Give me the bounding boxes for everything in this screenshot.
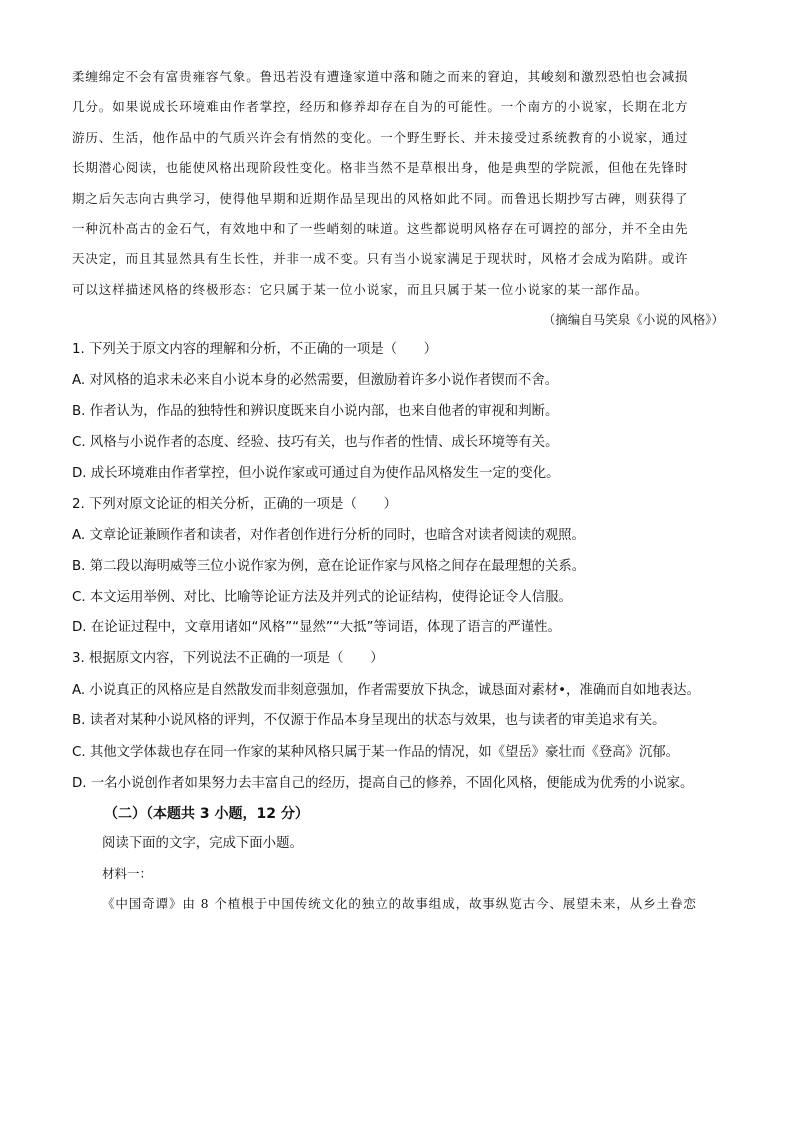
passage-line: 一种沉朴高古的金石气，有效地中和了一些峭刻的味道。这些都说明风格存在可调控的部分，并不全由先: [72, 221, 689, 237]
question-list: [72, 335, 724, 799]
option-b: B. 读者对某种小说风格的评判，不仅源于作品本身呈现出的状态与效果，也与读者的审美追求有关。: [72, 713, 666, 729]
option-a: A. 文章论证兼顾作者和读者，对作者创作进行分析的同时，也暗含对读者阅读的观照。: [72, 527, 585, 543]
option-d: D. 在论证过程中，文章用诸如“风格”“显然”“大抵”等词语，体现了语言的严谨性。: [72, 620, 561, 636]
passage-line: 游历、生活，他作品中的气质兴许会有悄然的变化。一个野生野长、并未接受过系统教育的小说家，通过: [72, 129, 689, 145]
passage-line: 期之后矢志向古典学习，使得他早期和近期作品呈现出的风格如此不同。而鲁迅长期抄写古碑，则获得了: [72, 190, 689, 206]
option-c: C. 风格与小说作者的态度、经验、技巧有关，也与作者的性情、成长环境等有关。: [72, 434, 559, 450]
question-2: [72, 490, 724, 645]
passage-line: 长期潜心阅读，也能使风格出现阶段性变化。格非当然不是草根出身，他是典型的学院派，但他在先锋时: [72, 160, 689, 176]
option-c: C. 本文运用举例、对比、比喻等论证方法及并列式的论证结构，使得论证令人信服。: [72, 589, 572, 605]
reading-passage: [72, 62, 724, 305]
section-instruction: 阅读下面的文字，完成下面小题。: [102, 836, 303, 852]
question-stem: 2. 下列对原文论证的相关分析，正确的一项是（ ）: [72, 496, 398, 512]
option-a: A. 小说真正的风格应是自然散发而非刻意强加，作者需要放下执念，诚恳面对素材•，准确而自如地表达。: [72, 683, 700, 699]
question-stem: 3. 根据原文内容，下列说法不正确的一项是（ ）: [72, 651, 384, 667]
passage-line: 柔缠绵定不会有富贵雍容气象。鲁迅若没有遭逢家道中落和随之而来的窘迫，其峻刻和激烈恐怕也会减损: [72, 69, 689, 84]
exam-page: [72, 62, 724, 919]
option-b: B. 作者认为，作品的独特性和辨识度既来自小说内部，也来自他者的审视和判断。: [72, 404, 559, 420]
option-a: A. 对风格的追求未必来自小说本身的必然需要，但激励着许多小说作者锲而不舍。: [72, 373, 559, 389]
option-c: C. 其他文学体裁也存在同一作家的某种风格只属于某一作品的情况，如《望岳》豪壮而《登高》沉郁。: [72, 745, 680, 761]
option-b: B. 第二段以海明威等三位小说作家为例，意在论证作家与风格之间存在最理想的关系。: [72, 558, 586, 574]
option-d: D. 成长环境难由作者掌控，但小说作家或可通过自为使作品风格发生一定的变化。: [72, 465, 560, 481]
passage-line: 天决定，而且其显然具有生长性，并非一成不变。只有当小说家满足于现状时，风格才会成为陷阱。或许: [72, 251, 689, 267]
question-stem: 1. 下列关于原文内容的理解和分析，不正确的一项是（ ）: [72, 342, 438, 358]
passage-line: 几分。如果说成长环境难由作者掌控，经历和修养却存在自为的可能性。一个南方的小说家，长期在北方: [72, 99, 689, 115]
question-3: [72, 644, 724, 799]
passage-source: （摘编自马笑泉《小说的风格》）: [542, 312, 724, 328]
question-1: [72, 335, 724, 490]
option-d: D. 一名小说创作者如果努力去丰富自己的经历，提高自己的修养，不固化风格，便能成为优秀的小说家。: [72, 776, 694, 792]
passage-line: 可以这样描述风格的终极形态：它只属于某一位小说家，而且只属于某一位小说家的某一部作品。: [72, 281, 649, 297]
material-label: 材料一：: [102, 866, 153, 882]
material-text: 《中国奇谭》由 8 个植根于中国传统文化的独立的故事组成，故事纵览古今、展望未来，从乡土眷恋: [102, 896, 697, 912]
section-heading: （二）（本题共 3 小题，12 分）: [104, 806, 309, 823]
